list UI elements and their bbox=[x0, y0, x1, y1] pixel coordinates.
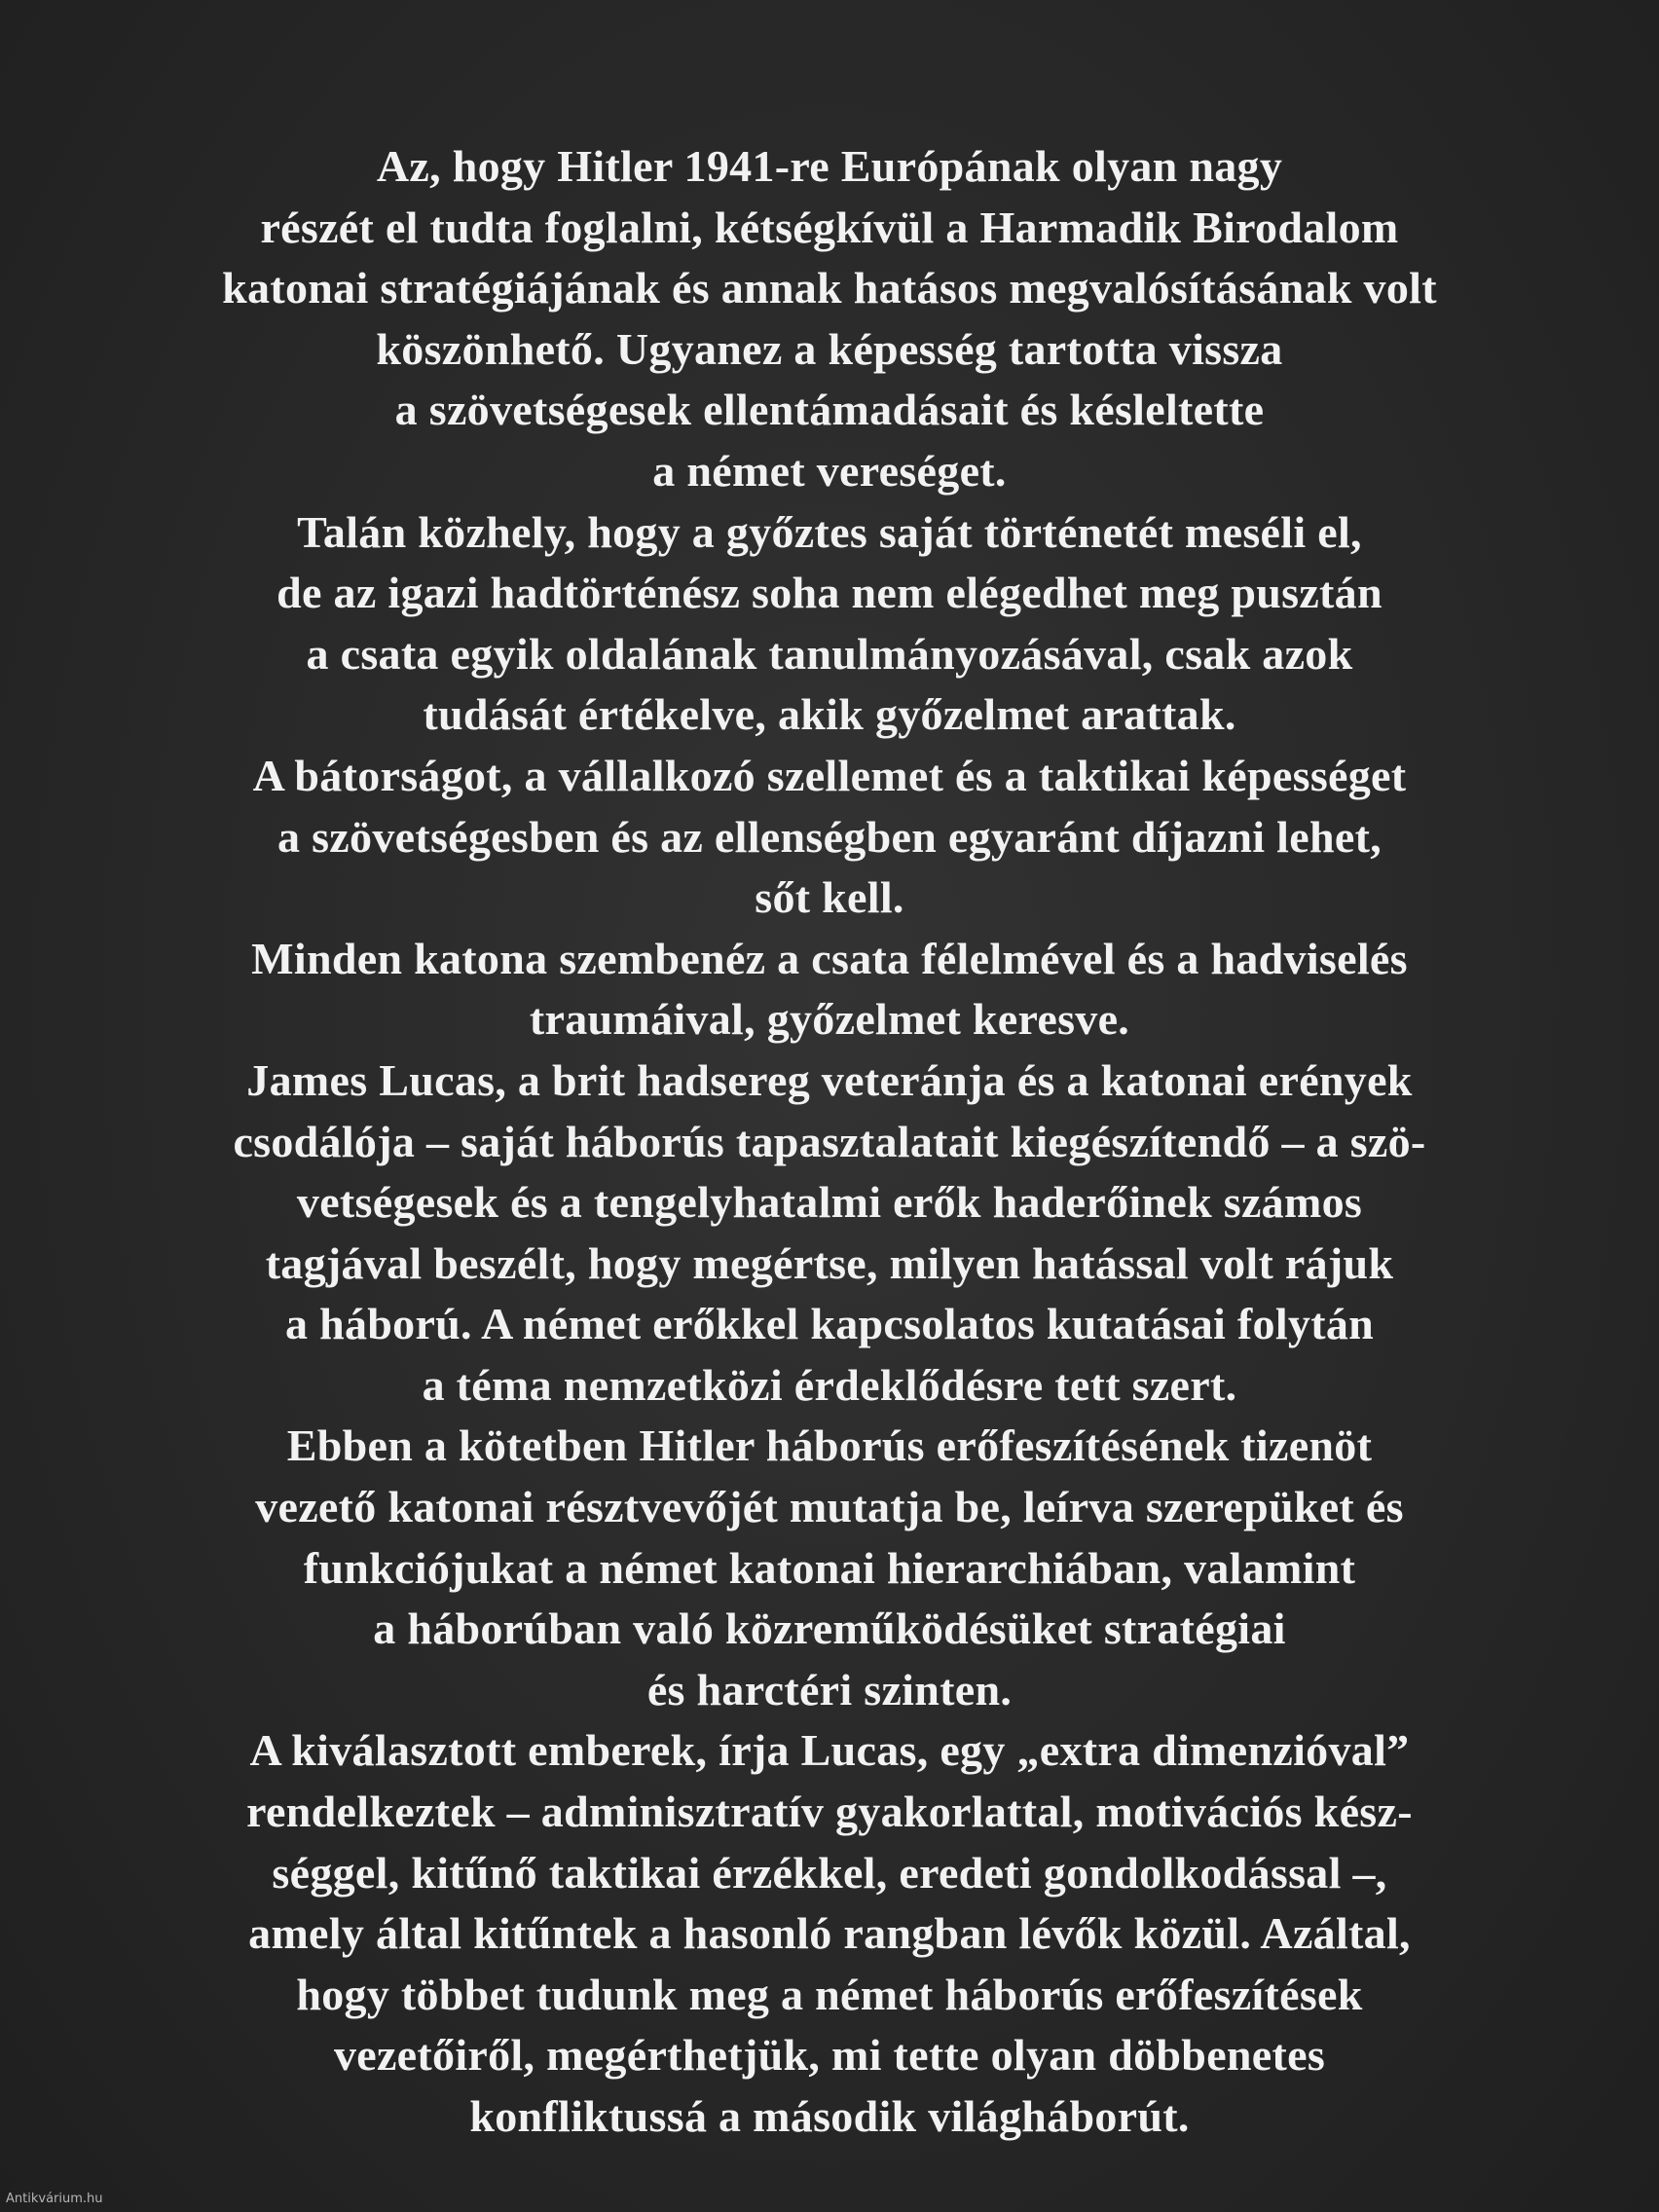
text-line: funkciójukat a német katonai hierarchiában, valamint bbox=[303, 1542, 1356, 1593]
text-line: A bátorságot, a vállalkozó szellemet és a taktikai képességet bbox=[252, 750, 1407, 800]
text-line: Minden katona szembenéz a csata félelmével és a hadviselés bbox=[251, 933, 1408, 983]
text-line: a német vereséget. bbox=[652, 445, 1007, 496]
text-line: tudását értékelve, akik győzelmet arattak. bbox=[423, 689, 1236, 740]
text-line: amely által kitűntek a hasonló rangban lévők közül. Azáltal, bbox=[248, 1908, 1411, 1959]
text-line: vetségesek és a tengelyhatalmi erők haderőinek számos bbox=[296, 1177, 1363, 1228]
text-line: traumáival, győzelmet keresve. bbox=[529, 994, 1130, 1045]
text-line: csodálója – saját háborús tapasztalatait kiegészítendő – a szö- bbox=[233, 1116, 1426, 1166]
text-line: a háború. A német erőkkel kapcsolatos kutatásai folytán bbox=[284, 1299, 1375, 1349]
text-line: a csata egyik oldalának tanulmányozásával, csak azok bbox=[306, 628, 1353, 679]
text-line: konfliktussá a második világháborút. bbox=[469, 2091, 1190, 2141]
text-line: sőt kell. bbox=[755, 872, 904, 923]
text-line: James Lucas, a brit hadsereg veteránja és a katonai erények bbox=[246, 1054, 1413, 1105]
text-line: A kiválasztott emberek, írja Lucas, egy „extra dimenzióval” bbox=[249, 1725, 1410, 1776]
text-line: a szövetségesben és az ellenségben egyaránt díjazni lehet, bbox=[277, 811, 1382, 862]
text-line: séggel, kitűnő taktikai érzékkel, eredeti gondolkodással –, bbox=[272, 1847, 1387, 1898]
text-line: katonai stratégiájának és annak hatásos megvalósításának volt bbox=[222, 263, 1437, 313]
text-line: Ebben a kötetben Hitler háborús erőfeszítésének tizenöt bbox=[286, 1420, 1373, 1471]
text-line: tagjával beszélt, hogy megértse, milyen hatással volt rájuk bbox=[265, 1237, 1394, 1288]
text-line: Az, hogy Hitler 1941-re Európának olyan nagy bbox=[376, 141, 1283, 191]
text-line: a szövetségesek ellentámadásait és késleltette bbox=[394, 385, 1265, 435]
text-line: Talán közhely, hogy a győztes saját történetét meséli el, bbox=[297, 506, 1362, 557]
text-line: köszönhető. Ugyanez a képesség tartotta vissza bbox=[376, 323, 1283, 374]
text-line: de az igazi hadtörténész soha nem elégedhet meg pusztán bbox=[276, 568, 1382, 618]
text-line: a téma nemzetközi érdeklődésre tett szert. bbox=[422, 1359, 1237, 1410]
text-line: a háborúban való közreműködésüket stratégiai bbox=[373, 1604, 1286, 1654]
text-line: hogy többet tudunk meg a német háborús erőfeszítések bbox=[296, 1969, 1363, 2019]
text-line: részét el tudta foglalni, kétségkívül a Harmadik Birodalom bbox=[260, 202, 1399, 252]
watermark: Antikvárium.hu bbox=[6, 2192, 103, 2206]
text-line: és harctéri szinten. bbox=[646, 1664, 1013, 1714]
text-line: rendelkeztek – adminisztratív gyakorlattal, motivációs kész- bbox=[246, 1787, 1413, 1837]
blurb-text bbox=[49, 136, 1610, 2148]
text-line: vezetőiről, megérthetjük, mi tette olyan döbbenetes bbox=[333, 2030, 1326, 2081]
text-line: vezető katonai résztvevőjét mutatja be, leírva szerepüket és bbox=[255, 1482, 1404, 1532]
